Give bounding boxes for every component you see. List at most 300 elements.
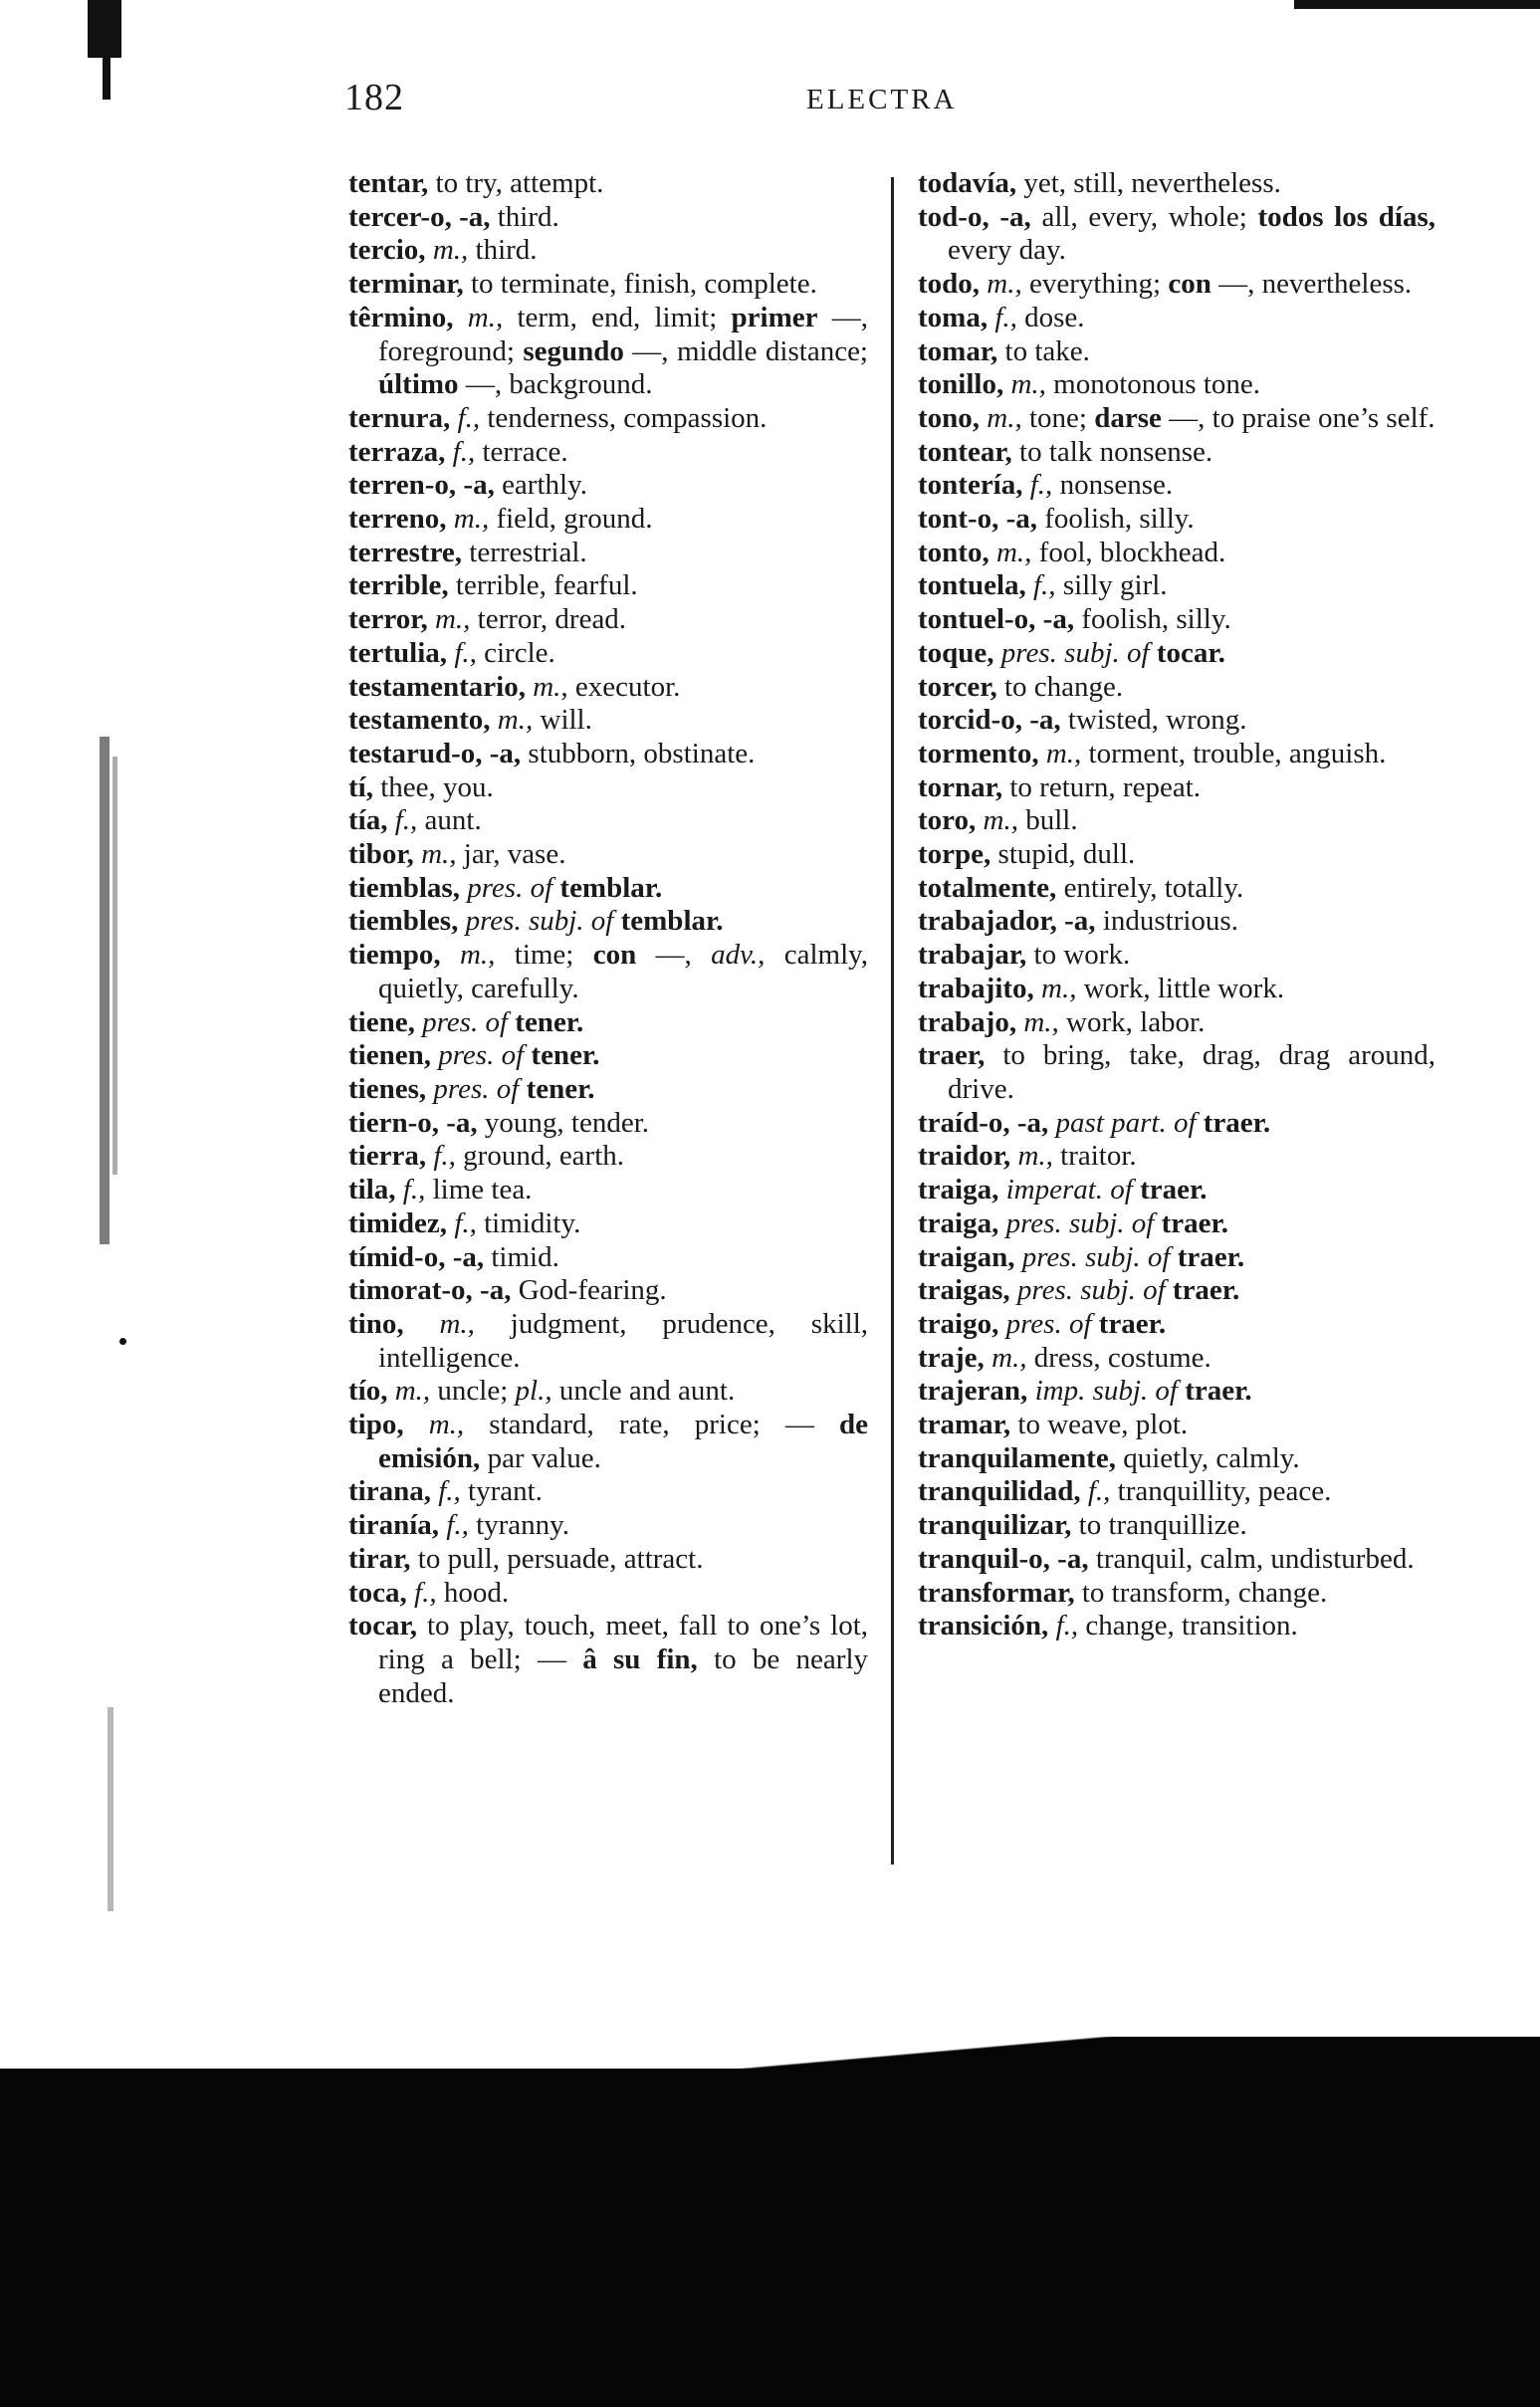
definition-text: uncle and aunt. [551,1375,736,1408]
definition-text [1048,1610,1055,1641]
glossary-entry [348,603,868,637]
definition-text: thee, you. [372,770,494,803]
definition-text: to take. [997,334,1090,367]
grammar-label: m., [983,804,1018,837]
headword: tener. [531,1039,600,1072]
definition-text: tranquillity, peace. [1110,1475,1332,1508]
grammar-label: imp. subj. of [1034,1375,1178,1408]
grammar-label: pres. of [438,1039,525,1072]
glossary-entry [918,771,1435,805]
definition-text: God-fearing. [511,1274,667,1307]
glossary-entry [918,838,1435,872]
definition-text: fool, blockhead. [1031,536,1226,568]
glossary-entry [918,1610,1435,1643]
headword: segundo [523,334,624,367]
headword: tonillo, [918,368,1004,401]
glossary-entry [918,1543,1435,1577]
definition-text: to change. [996,670,1124,703]
definition-text [519,1073,526,1105]
page-number: 182 [344,77,404,118]
grammar-label: f., [1029,469,1053,502]
headword: traer. [1203,1106,1271,1139]
definition-text: to tranquillize. [1071,1509,1247,1542]
glossary-entry [918,1442,1435,1476]
glossary-entry [918,1140,1435,1174]
glossary-entry [348,1039,868,1073]
headword: terreno, [348,503,447,536]
glossary-entry [348,771,868,805]
glossary-entry [348,872,868,906]
definition-text: —, middle distance; [623,334,868,367]
definition-text: will. [533,704,592,737]
headword: tontería, [918,469,1023,502]
definition-text [1150,637,1157,669]
running-head: ELECTRA [806,84,958,115]
headword: tomar, [918,334,998,367]
definition-text: —, foreground; [378,301,869,367]
column-rule [891,177,894,1864]
definition-text [1048,1107,1055,1139]
headword: primer [731,301,818,333]
definition-text: young, tender. [477,1106,650,1139]
grammar-label: m., [394,1375,431,1408]
headword: traer. [1177,1240,1245,1273]
headword: todo, [918,268,981,301]
headword: toma, [918,301,989,333]
glossary-entry [348,1006,868,1040]
glossary-entry [918,302,1435,335]
definition-text: judgment, prudence, skill, intelligence. [378,1307,868,1374]
grammar-label: pres. subj. of [1021,1240,1171,1273]
glossary-entry [348,167,868,201]
grammar-label: pres. of [433,1072,520,1105]
headword: tí, [348,770,373,803]
glossary-entry [348,905,868,939]
glossary-entry [918,1274,1435,1308]
headword: tila, [348,1174,396,1206]
grammar-label: pres. of [467,871,553,904]
scan-artifact [112,757,117,1175]
grammar-label: f., [402,1174,426,1206]
definition-text: to bring, take, drag, drag around, drive. [948,1039,1435,1105]
headword: temblar. [559,871,663,904]
definition-text: all, every, whole; [1030,200,1258,233]
glossary-entry [348,804,868,838]
grammar-label: m., [434,603,471,636]
grammar-label: pl., [515,1375,552,1408]
headword: tontuel-o, -a, [918,603,1075,636]
scan-artifact [103,50,110,100]
definition-text: to terminate, finish, complete. [463,268,817,301]
definition-text: —, to praise one’s self. [1161,401,1435,434]
definition-text: lime tea. [425,1174,533,1206]
definition-text [1039,738,1046,769]
headword: tener. [526,1072,595,1105]
headword: tiene, [348,1005,415,1038]
grammar-label: m., [432,234,469,267]
headword: tormento, [918,737,1039,769]
definition-text: terrace. [475,435,568,468]
grammar-label: m., [1041,972,1077,1004]
grammar-label: m., [497,704,534,737]
glossary-entry [348,838,868,872]
definition-text [404,1409,429,1440]
headword: toro, [918,804,977,837]
glossary-entry [348,1509,868,1543]
definition-text: to transform, change. [1074,1576,1328,1609]
headword: ternura, [348,401,451,434]
grammar-label: m., [439,1307,475,1340]
headword: con [592,939,637,972]
grammar-label: f., [433,1140,456,1173]
headword: con [1168,268,1211,301]
definition-text: jar, vase. [456,838,566,871]
definition-text [450,402,457,434]
definition-text: stubborn, obstinate. [521,737,756,769]
headword: terminar, [348,268,464,301]
glossary-entry [348,537,868,570]
glossary-entry [348,569,868,603]
glossary-entry [348,1073,868,1107]
headword: traer, [918,1039,986,1072]
glossary-entry [918,335,1435,369]
glossary-entry [348,1274,868,1308]
headword: tiempo, [348,939,441,972]
definition-text: twisted, wrong. [1060,704,1247,737]
definition-text [1154,1207,1161,1239]
definition-text: yet, still, nevertheless. [1016,167,1281,199]
headword: traer. [1098,1307,1167,1340]
grammar-label: past part. of [1055,1106,1197,1139]
headword: tornar, [918,770,1003,803]
definition-text [998,1174,1005,1205]
grammar-label: f., [454,636,477,669]
definition-text: terrible, fearful. [448,569,638,602]
definition-text: entirely, totally. [1056,871,1244,904]
definition-text: tone; [1021,401,1095,434]
headword: tirana, [348,1475,431,1508]
glossary-entry [918,603,1435,637]
definition-text: quietly, calmly. [1115,1441,1300,1474]
definition-text [1171,1241,1178,1273]
headword: testarud-o, -a, [348,737,522,769]
headword: terror, [348,603,428,636]
headword: tocar, [348,1610,417,1642]
definition-text: bull. [1017,804,1078,837]
definition-text: every day. [948,234,1066,267]
definition-text [976,804,983,836]
definition-text [990,537,996,568]
glossary-column-left [348,167,868,1710]
definition-text: —, nevertheless. [1210,268,1413,301]
glossary-entry [918,1342,1435,1376]
definition-text [458,905,465,937]
definition-text: uncle; [430,1375,516,1408]
glossary-entry [348,201,868,235]
definition-text [1014,1241,1021,1273]
headword: terren-o, -a, [348,469,495,502]
glossary-entry [918,1375,1435,1409]
definition-text: work, little work. [1076,972,1285,1004]
grammar-label: f., [452,435,476,468]
headword: tipo, [348,1409,404,1441]
definition-text [994,637,1001,669]
headword: tonto, [918,536,990,568]
grammar-label: m., [533,670,568,703]
definition-text: aunt. [417,804,482,837]
definition-text: to talk nonsense. [1011,435,1213,468]
scan-artifact [108,1707,113,1911]
headword: tono, [918,401,981,434]
headword: traje, [918,1341,985,1374]
definition-text: tranquil, calm, undisturbed. [1088,1542,1415,1575]
headword: traigo, [918,1307,999,1340]
definition-text: —, background. [458,368,653,401]
scan-artifact [100,737,110,1244]
definition-text: field, ground. [489,503,653,536]
glossary-entry [348,1543,868,1577]
headword: tino, [348,1307,404,1340]
grammar-label: m., [467,301,504,333]
glossary-entry [348,1207,868,1241]
definition-text: par value. [480,1441,601,1474]
grammar-label: m., [1023,1005,1059,1038]
definition-text: to be nearly ended. [378,1642,869,1709]
headword: terrestre, [348,536,463,568]
headword: terraza, [348,435,446,468]
definition-text: industrious. [1095,905,1238,938]
headword: tontear, [918,435,1012,468]
definition-text [1034,973,1041,1004]
grammar-label: adv., [711,939,766,972]
glossary-entry [918,167,1435,201]
grammar-label: pres. of [1005,1307,1092,1340]
definition-text: traitor. [1052,1140,1137,1173]
glossary-entry [348,268,868,302]
glossary-entry [918,1039,1435,1106]
definition-text [998,1308,1005,1340]
headword: traiga, [918,1206,999,1239]
headword: testamentario, [348,670,526,703]
definition-text: time; [495,939,593,972]
grammar-label: f., [457,401,481,434]
headword: torpe, [918,838,991,871]
definition-text [407,1577,414,1609]
glossary-entry [348,1140,868,1174]
definition-text: standard, rate, price; — [464,1409,839,1441]
headword: de emisión, [378,1409,868,1474]
headword: transformar, [918,1576,1075,1609]
glossary-column-right [918,167,1435,1643]
headword: último [378,368,459,401]
glossary-entry [348,234,868,268]
glossary-entry [348,704,868,738]
glossary-entry [918,804,1435,838]
glossary-entry [918,872,1435,906]
glossary-entry [348,738,868,771]
definition-text [426,234,433,266]
grammar-label: f., [394,804,418,837]
definition-text [491,704,498,736]
glossary-entry [348,1409,868,1475]
headword: tienen, [348,1039,431,1072]
headword: trabajador, -a, [918,905,1096,938]
definition-text: to play, touch, meet, fall to one’s lot, ring a bell; — [378,1610,868,1675]
grammar-label: f., [994,301,1017,333]
definition-text [613,905,620,937]
glossary-entry [918,704,1435,738]
definition-text [1027,1375,1034,1407]
definition-text: change, transition. [1078,1610,1298,1642]
definition-text: hood. [436,1576,510,1609]
headword: tranquilizar, [918,1509,1072,1542]
headword: tocar. [1156,636,1225,669]
headword: traidor, [918,1140,1011,1173]
headword: tontuela, [918,569,1026,602]
headword: tener. [515,1005,584,1038]
grammar-label: m., [421,838,457,871]
glossary-entry [348,1308,868,1375]
definition-text: third. [490,200,559,233]
headword: toca, [348,1576,407,1609]
headword: traer. [1185,1375,1252,1408]
glossary-entry [918,368,1435,402]
grammar-label: m., [459,939,496,972]
headword: trajeran, [918,1375,1028,1408]
glossary-entry [918,1107,1435,1141]
definition-text [445,436,452,468]
glossary-entry [918,569,1435,603]
glossary-entry [918,905,1435,939]
glossary-entry [348,1475,868,1509]
glossary-entry [918,1174,1435,1207]
definition-text: earthly. [494,469,587,502]
glossary-entry [348,302,868,402]
grammar-label: f., [1033,569,1056,602]
definition-text: silly girl. [1055,569,1168,602]
grammar-label: f., [438,1475,461,1508]
grammar-label: m., [991,1341,1027,1374]
definition-text: tenderness, compassion. [480,401,768,434]
definition-text [415,1006,422,1038]
glossary-entry [348,469,868,503]
headword: traer. [1140,1174,1208,1206]
scan-artifact [1294,0,1540,22]
grammar-label: f., [414,1576,437,1609]
headword: todavía, [918,167,1017,199]
headword: têrmino, [348,301,454,333]
headword: torcer, [918,670,997,703]
glossary-entry [348,503,868,537]
definition-text [1023,469,1030,501]
definition-text: to return, repeat. [1002,770,1202,803]
headword: tiern-o, -a, [348,1106,478,1139]
headword: temblar. [620,905,724,938]
scan-bottom-shadow [0,2069,1540,2407]
grammar-label: m., [1017,1140,1053,1173]
headword: tiembles, [348,905,459,938]
grammar-label: m., [987,401,1022,434]
definition-text [1081,1475,1088,1507]
definition-text: —, [636,939,712,972]
definition-text [985,1342,991,1374]
headword: traíd-o, -a, [918,1106,1049,1139]
headword: tod-o, -a, [918,200,1031,233]
glossary-entry [918,402,1435,436]
grammar-label: pres. subj. of [1005,1206,1155,1239]
definition-text: everything; [1021,268,1169,301]
glossary-entry [918,939,1435,973]
definition-text: timid. [484,1240,559,1273]
grammar-label: pres. subj. of [1000,636,1150,669]
grammar-label: pres. subj. of [465,905,614,938]
headword: tibor, [348,838,414,871]
headword: traer. [1172,1274,1240,1307]
definition-text: terrestrial. [462,536,587,568]
definition-text [387,804,394,836]
definition-text: executor. [567,670,681,703]
headword: tirar, [348,1542,411,1575]
headword: timidez, [348,1206,448,1239]
definition-text: to work. [1026,939,1131,972]
headword: traigas, [918,1274,1010,1307]
definition-text: dress, costume. [1026,1341,1211,1374]
headword: terrible, [348,569,449,602]
definition-text: to pull, persuade, attract. [410,1542,704,1575]
definition-text: foolish, silly. [1037,503,1195,536]
glossary-entry [918,1577,1435,1611]
glossary-entry [348,1577,868,1611]
grammar-label: m., [1010,368,1046,401]
definition-text [414,838,421,870]
headword: testamento, [348,704,491,737]
headword: totalmente, [918,871,1057,904]
headword: tertulia, [348,636,448,669]
grammar-label: m., [995,536,1032,568]
glossary-entry [348,1610,868,1710]
glossary-entry [348,436,868,470]
grammar-label: m., [987,268,1022,301]
glossary-entry [348,1174,868,1207]
headword: tienes, [348,1072,427,1105]
definition-text: third. [468,234,538,267]
headword: tierra, [348,1140,427,1173]
headword: trabajar, [918,939,1027,972]
definition-text [1092,1308,1099,1340]
definition-text [447,503,454,535]
definition-text [454,302,468,333]
headword: darse [1094,401,1162,434]
definition-text: torment, trouble, anguish. [1081,737,1387,769]
glossary-entry [348,637,868,671]
headword: tiranía, [348,1509,440,1542]
glossary-entry [918,738,1435,771]
glossary-entry [918,1207,1435,1241]
definition-text: calmly, quietly, carefully. [378,939,869,1004]
definition-text: tyranny. [468,1509,570,1542]
headword: tímid-o, -a, [348,1240,485,1273]
definition-text: terror, dread. [470,603,627,636]
definition-text [441,939,460,971]
glossary-entry [918,1409,1435,1442]
glossary-entry [918,1241,1435,1275]
glossary-entry [348,1241,868,1275]
definition-text [404,1308,440,1340]
glossary-entry [918,268,1435,302]
definition-text: nonsense. [1052,469,1174,502]
headword: tont-o, -a, [918,503,1038,536]
definition-text: foolish, silly. [1074,603,1231,636]
